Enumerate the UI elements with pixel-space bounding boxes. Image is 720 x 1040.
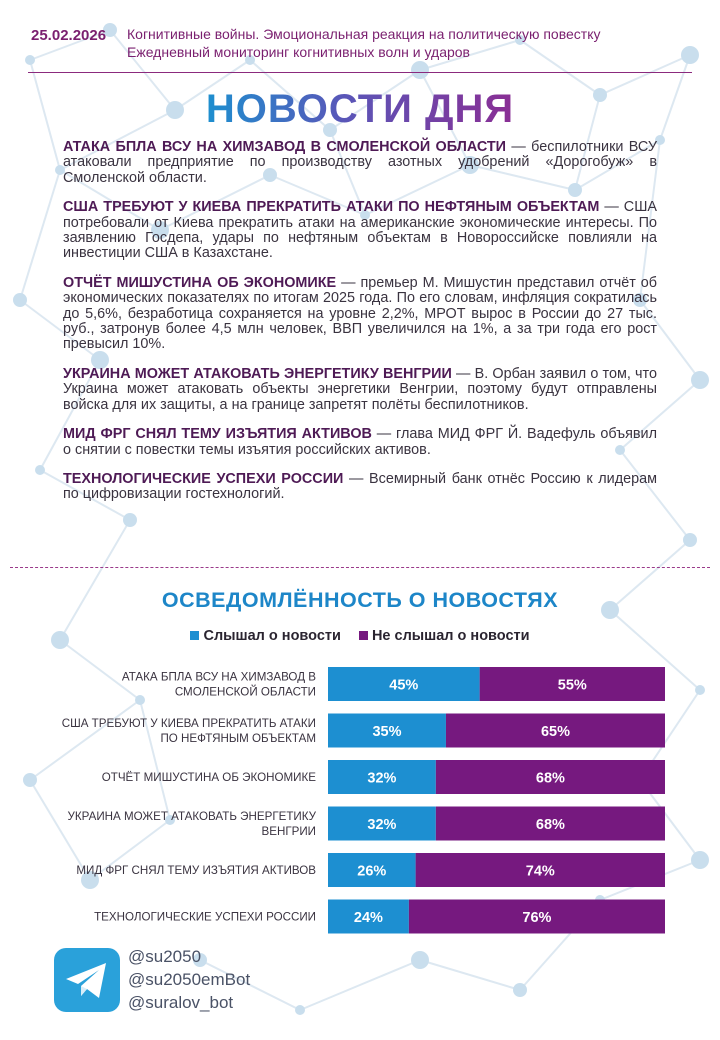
- bar-value-label: 68%: [535, 770, 565, 787]
- category-label-line: УКРАИНА МОЖЕТ АТАКОВАТЬ ЭНЕРГЕТИКУ: [67, 810, 316, 823]
- news-item: [63, 367, 657, 413]
- news-text: — Всемирный банк отнёс Россию к лидерам по цифровизации гостехнологий.: [63, 470, 657, 503]
- bar-value-label: 35%: [372, 724, 402, 740]
- page-title-text: НОВОСТИ ДНЯ: [205, 87, 515, 131]
- network-node: [681, 46, 699, 64]
- header-subtitle: [127, 25, 600, 61]
- legend-swatch-not-heard: [359, 631, 368, 640]
- news-text: — США потребовали от Киева прекратить атаки на американские экономические интересы. По заявлению Госдепа, удары по нефтяным объектам в Новороссийске повлияли на инвестиции США в Казахстане.: [63, 199, 657, 262]
- bar-value-label: 68%: [535, 817, 565, 833]
- bar-value-label: 74%: [525, 863, 555, 880]
- network-node: [35, 465, 45, 475]
- network-node: [13, 293, 27, 307]
- section-divider: [10, 567, 710, 568]
- network-link: [300, 960, 420, 1010]
- legend-item-not-heard: [359, 628, 530, 644]
- category-label-line: ОТЧЁТ МИШУСТИНА ОБ ЭКОНОМИКЕ: [101, 771, 316, 784]
- network-node: [411, 61, 429, 79]
- news-list: [63, 140, 657, 517]
- header-divider: [28, 72, 692, 73]
- news-headline: МИД ФРГ СНЯЛ ТЕМУ ИЗЪЯТИЯ АКТИВОВ: [63, 426, 372, 443]
- legend-item-heard: [190, 628, 340, 644]
- news-headline: США ТРЕБУЮТ У КИЕВА ПРЕКРАТИТЬ АТАКИ ПО НЕФТЯНЫМ ОБЪЕКТАМ: [63, 199, 600, 216]
- news-headline: ТЕХНОЛОГИЧЕСКИЕ УСПЕХИ РОССИИ: [63, 470, 344, 487]
- category-label-line: США ТРЕБУЮТ У КИЕВА ПРЕКРАТИТЬ АТАКИ: [61, 717, 316, 730]
- news-item: [63, 472, 657, 503]
- category-label-line: ВЕНГРИИ: [261, 825, 316, 838]
- handle-link[interactable]: @su2050: [128, 947, 202, 966]
- header-line-1: Когнитивные войны. Эмоциональная реакция на политическую повестку: [127, 26, 601, 42]
- bar-value-label: 26%: [357, 863, 387, 880]
- news-text: — беспилотники ВСУ атаковали предприятие по производству азотных удобрений «Дорогобуж» в Смоленской области.: [63, 139, 657, 186]
- network-node: [513, 983, 527, 997]
- bar-value-label: 65%: [540, 724, 570, 740]
- category-label: [76, 864, 316, 877]
- category-label-line: СМОЛЕНСКОЙ ОБЛАСТИ: [174, 685, 316, 699]
- news-text: — глава МИД ФРГ Й. Вадефуль объявил о снятии с повестки темы изъятия российских активов.: [63, 426, 657, 458]
- news-headline: ОТЧЁТ МИШУСТИНА ОБ ЭКОНОМИКЕ: [63, 274, 337, 291]
- category-label: [94, 911, 316, 924]
- bar-value-label: 24%: [353, 910, 383, 926]
- chart-title: ОСВЕДОМЛЁННОСТЬ О НОВОСТЯХ: [161, 588, 559, 612]
- category-label: [68, 810, 317, 838]
- category-label-line: ПО НЕФТЯНЫМ ОБЪЕКТАМ: [160, 732, 316, 745]
- bar-value-label: 32%: [367, 770, 397, 787]
- category-label: [102, 771, 317, 784]
- bar-value-label: 32%: [367, 817, 397, 833]
- legend-swatch-heard: [190, 631, 199, 640]
- network-node: [25, 55, 35, 65]
- bar-value-label: 55%: [557, 677, 587, 694]
- news-headline: УКРАИНА МОЖЕТ АТАКОВАТЬ ЭНЕРГЕТИКУ ВЕНГРИИ: [63, 365, 452, 382]
- news-item: [63, 200, 657, 262]
- network-node: [411, 951, 429, 969]
- bar-value-label: 45%: [389, 677, 419, 694]
- handle-link[interactable]: @su2050emBot: [128, 970, 251, 989]
- handle-link[interactable]: @suralov_bot: [128, 993, 234, 1012]
- news-item: [63, 140, 657, 186]
- news-item: [63, 427, 657, 458]
- telegram-plane-icon: [54, 948, 120, 1012]
- chart-legend: [0, 628, 720, 644]
- network-node: [691, 371, 709, 389]
- category-label: [122, 671, 316, 699]
- category-label-line: МИД ФРГ СНЯЛ ТЕМУ ИЗЪЯТИЯ АКТИВОВ: [76, 864, 316, 877]
- contact-handles: [128, 945, 250, 1014]
- network-link: [420, 960, 520, 990]
- network-link: [20, 170, 60, 300]
- news-headline: АТАКА БПЛА ВСУ НА ХИМЗАВОД В СМОЛЕНСКОЙ ОБЛАСТИ: [63, 139, 507, 155]
- news-item: [63, 276, 657, 353]
- network-node: [295, 1005, 305, 1015]
- category-label: [62, 717, 316, 745]
- bar-value-label: 76%: [522, 910, 552, 926]
- category-label-line: ТЕХНОЛОГИЧЕСКИЕ УСПЕХИ РОССИИ: [94, 910, 316, 924]
- legend-label-heard: Слышал о новости: [203, 628, 341, 644]
- network-link: [60, 520, 130, 640]
- category-label-line: АТАКА БПЛА ВСУ НА ХИМЗАВОД В: [121, 670, 316, 684]
- legend-label-not-heard: Не слышал о новости: [371, 628, 530, 644]
- page-title: [0, 84, 720, 134]
- telegram-icon[interactable]: [54, 948, 120, 1012]
- network-node: [683, 533, 697, 547]
- header-line-2: Ежедневный мониторинг когнитивных волн и ударов: [127, 44, 470, 60]
- news-text: — В. Орбан заявил о том, что Украина может атаковать объекты энергетики Венгрии, поэтому будут отправлены войска для их защиты, а на границе запретят полёты беспилотников.: [63, 365, 657, 413]
- awareness-chart: [0, 660, 720, 940]
- report-date: 25.02.2026: [31, 27, 107, 44]
- news-text: — премьер М. Мишустин представил отчёт об экономических показателях по итогам 2025 года. По его словам, инфляция сократилась до 5,6%, безработица сохраняется на уровне 2,2%, МРОТ вырос в России до 27 тыс. руб., затронув более 4,5 млн человек, ВВП увеличился на 1%, а за три года его рост превысил 10%.: [63, 274, 657, 353]
